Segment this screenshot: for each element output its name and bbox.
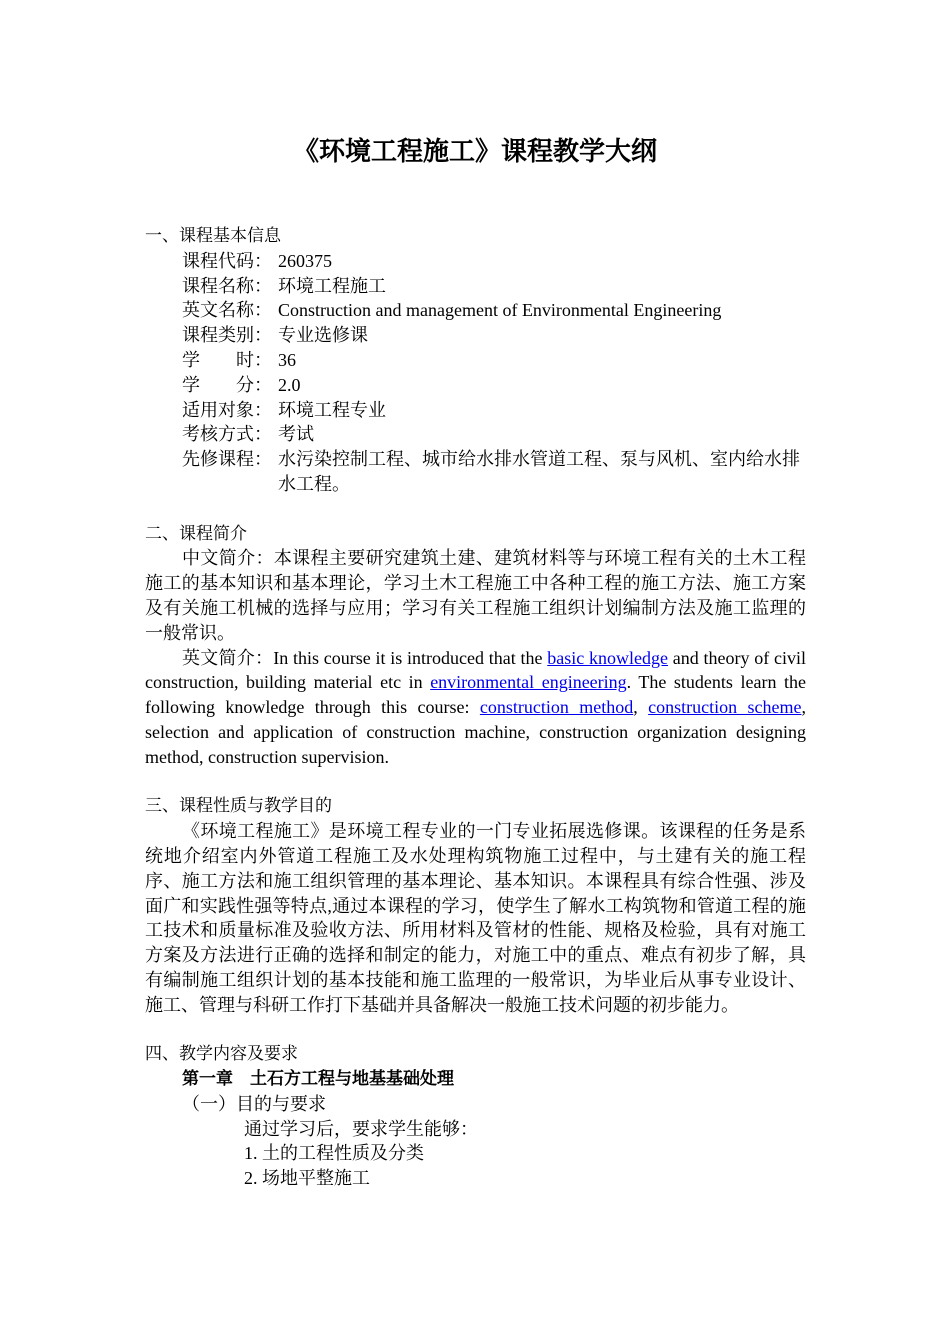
english-intro-paragraph [145,646,806,770]
subsection-title: （一）目的与要求 [182,1093,326,1114]
info-label: 考核方式： [182,424,272,445]
info-value: 环境工程专业 [278,399,386,420]
info-row-credits [145,373,806,398]
document-body [145,224,806,1191]
info-row-prerequisites [145,447,806,497]
info-row-assessment [145,422,806,447]
info-label: 课程类别： [182,325,272,346]
construction-method-link[interactable]: construction method [479,697,634,718]
section-heading-intro: 二、课程简介 [145,523,247,544]
info-row-code [145,249,806,274]
info-value: 考试 [278,424,314,445]
info-value: 专业选修课 [278,325,368,346]
info-value: 环境工程施工 [278,275,386,296]
info-row-category [145,323,806,348]
chapter-title: 第一章 土石方工程与地基基础处理 [182,1069,454,1090]
course-info-list [145,249,806,497]
english-intro-text: and theory of civil construction, building material etc in [145,647,806,693]
info-row-hours [145,348,806,373]
english-intro-text: 英文简介：In this course it is introduced that the [182,647,548,668]
environmental-engineering-link[interactable]: environmental engineering [430,672,627,693]
spacer [145,497,806,522]
info-label: 英文名称： [182,300,272,321]
english-intro-text: , selection and application of construction machine, construction organization designing method, construction supervision. [145,697,806,767]
info-value: 2.0 [278,374,301,395]
info-row-english-name [145,298,806,323]
english-intro-text: . The students learn the following knowledge through this course: [145,672,806,718]
info-label: 课程名称： [182,275,272,296]
list-item: 2. 场地平整施工 [244,1168,370,1189]
info-label: 适用对象： [182,399,272,420]
info-label: 先修课程： [182,449,272,470]
english-intro-text: , [633,697,649,718]
spacer [145,770,806,795]
document-title: 《环境工程施工》课程教学大纲 [292,137,657,167]
info-row-audience [145,398,806,423]
basic-knowledge-link[interactable]: basic knowledge [547,647,669,668]
nature-purpose-paragraph: 《环境工程施工》是环境工程专业的一门专业拓展选修课。该课程的任务是系统地介绍室内外管道工程施工及水处理构筑物施工过程中，与土建有关的施工程序、施工方法和施工组织管理的基本理论、基本知识。本课程具有综合性强、涉及面广和实践性强等特点,通过本课程的学习，使学生了解水工构筑物和管道工程的施工技术和质量标准及验收方法、所用材料及管材的性能、规格及检验，具有对施工方案及方法进行正确的选择和制定的能力，对施工中的重点、难点有初步了解，具有编制施工组织计划的基本技能和施工监理的一般常识，为毕业后从事专业设计、施工、管理与科研工作打下基础并具备解决一般施工技术问题的初步能力。 [145,821,806,1015]
list-item: 1. 土的工程性质及分类 [244,1143,424,1164]
section-heading-nature-purpose: 三、课程性质与教学目的 [145,796,332,817]
info-label: 学 时： [182,349,272,370]
construction-scheme-link[interactable]: construction scheme [648,697,802,718]
section-heading-content-requirements: 四、教学内容及要求 [145,1044,298,1065]
requirements-intro: 通过学习后，要求学生能够： [244,1118,478,1139]
spacer [145,1018,806,1043]
info-label: 学 分： [182,374,272,395]
info-row-name [145,274,806,299]
info-label: 课程代码： [182,250,272,271]
info-value: 水污染控制工程、城市给水排水管道工程、泵与风机、室内给水排水工程。 [278,449,800,494]
info-value: Construction and management of Environmental Engineering [278,300,722,321]
info-value: 260375 [278,250,332,271]
chinese-intro-paragraph: 中文简介：本课程主要研究建筑土建、建筑材料等与环境工程有关的土木工程施工的基本知识和基本理论，学习土木工程施工中各种工程的施工方法、施工方案及有关施工机械的选择与应用；学习有关工程施工组织计划编制方法及施工监理的一般常识。 [145,548,806,643]
info-value: 36 [278,349,296,370]
section-heading-basic-info: 一、课程基本信息 [145,226,281,246]
